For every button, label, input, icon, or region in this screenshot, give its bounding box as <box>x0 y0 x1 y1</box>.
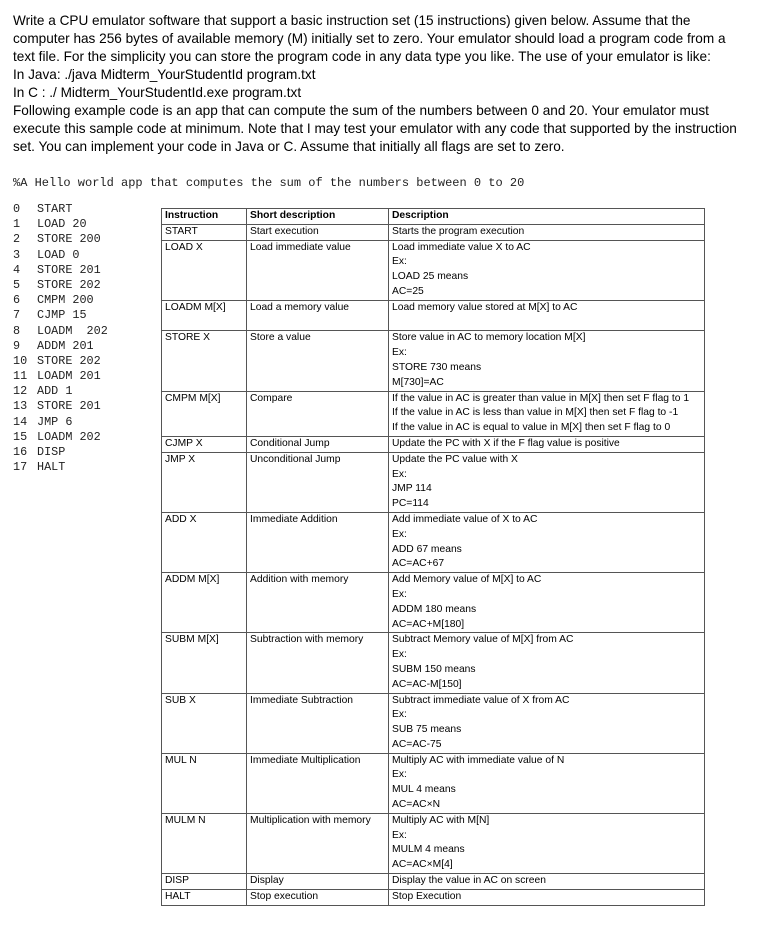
description-line: STORE 730 means <box>392 361 482 373</box>
description-line: Load immediate value X to AC <box>392 241 531 253</box>
code-line <box>13 232 108 247</box>
short-description-text: Load a memory value <box>250 301 350 313</box>
instruction-text: STORE 200 <box>37 232 101 247</box>
description-line: Load memory value stored at M[X] to AC <box>392 301 578 313</box>
description-line: M[730]=AC <box>392 376 444 388</box>
table-row <box>162 391 705 436</box>
line-number: 3 <box>13 247 21 262</box>
description-cell <box>389 874 705 890</box>
line-number: 15 <box>13 429 28 444</box>
code-line <box>13 460 108 475</box>
header-description: Description <box>389 209 705 225</box>
description-line: Ex: <box>392 769 407 781</box>
description-line: Add Memory value of M[X] to AC <box>392 574 542 586</box>
short-description-text: Immediate Subtraction <box>250 694 354 706</box>
short-description-text: Addition with memory <box>250 574 349 586</box>
code-line <box>13 324 108 339</box>
instruction-cell: SUB X <box>162 693 247 753</box>
description-cell <box>389 224 705 240</box>
table-row <box>162 693 705 753</box>
short-description-text: Compare <box>250 392 293 404</box>
description-line: AC=AC-M[150] <box>392 678 462 690</box>
code-line <box>13 217 108 232</box>
description-cell <box>389 391 705 436</box>
description-line: If the value in AC is equal to value in M[X] then set F flag to 0 <box>392 422 671 434</box>
description-line: Ex: <box>392 588 407 600</box>
description-cell <box>389 753 705 813</box>
line-number: 6 <box>13 293 21 308</box>
instruction-cell: LOADM M[X] <box>162 300 247 331</box>
description-line: Ex: <box>392 528 407 540</box>
table-row <box>162 240 705 300</box>
table-row <box>162 573 705 633</box>
example-paragraph: Following example code is an app that can compute the sum of the numbers between 0 and 20. Your emulator must execute this sample code at minimum. Note that I may test your emulator with any code that supported by the instruction set. You can implement your code in Java or C. Assume that initially all flags are set to zero. <box>13 103 737 154</box>
line-number: 4 <box>13 262 21 277</box>
c-usage: In C : ./ Midterm_YourStudentId.exe program.txt <box>13 85 302 100</box>
code-line <box>13 293 108 308</box>
instruction-cell: CJMP X <box>162 436 247 452</box>
description-line: PC=114 <box>392 498 429 510</box>
short-description-cell <box>247 452 389 512</box>
description-cell <box>389 240 705 300</box>
instruction-text: CJMP 15 <box>37 308 87 323</box>
code-line <box>13 248 108 263</box>
description-line: AC=AC+67 <box>392 558 445 570</box>
instruction-cell: START <box>162 224 247 240</box>
short-description-cell <box>247 300 389 331</box>
short-description-text: Conditional Jump <box>250 437 330 449</box>
table-row <box>162 512 705 572</box>
instruction-text: JMP 6 <box>37 414 73 429</box>
instruction-text: START <box>37 202 73 216</box>
description-line: Update the PC with X if the F flag value is positive <box>392 437 620 449</box>
short-description-cell <box>247 436 389 452</box>
code-line <box>13 339 108 354</box>
program-listing <box>13 202 108 475</box>
instruction-cell: SUBM M[X] <box>162 633 247 693</box>
description-line: Ex: <box>392 347 407 359</box>
code-line <box>13 384 108 399</box>
code-line <box>13 263 108 278</box>
description-line: AC=AC-75 <box>392 738 442 750</box>
instruction-text: ADDM 201 <box>37 338 94 353</box>
instruction-text: STORE 201 <box>37 399 101 414</box>
line-number: 13 <box>13 399 28 414</box>
table-row <box>162 331 705 391</box>
instruction-cell: ADD X <box>162 512 247 572</box>
description-line: If the value in AC is less than value in M[X] then set F flag to -1 <box>392 407 679 419</box>
short-description-cell <box>247 889 389 905</box>
description-line: ADD 67 means <box>392 543 462 555</box>
description-line: If the value in AC is greater than value in M[X] then set F flag to 1 <box>392 392 690 404</box>
short-description-text: Unconditional Jump <box>250 453 341 465</box>
short-description-cell <box>247 753 389 813</box>
assignment-text <box>13 12 748 156</box>
short-description-text: Multiplication with memory <box>250 814 371 826</box>
description-cell <box>389 813 705 873</box>
line-number: 9 <box>13 338 21 353</box>
line-number: 12 <box>13 384 28 399</box>
instruction-cell: STORE X <box>162 331 247 391</box>
description-cell <box>389 573 705 633</box>
instruction-text: LOADM 202 <box>37 323 108 338</box>
code-line <box>13 430 108 445</box>
line-number: 14 <box>13 414 28 429</box>
instruction-text: LOADM 202 <box>37 429 101 444</box>
description-cell <box>389 436 705 452</box>
description-cell <box>389 452 705 512</box>
description-line: AC=AC×M[4] <box>392 859 453 871</box>
short-description-text: Start execution <box>250 225 319 237</box>
description-line: Ex: <box>392 649 407 661</box>
short-description-text: Store a value <box>250 332 311 344</box>
description-line: Display the value in AC on screen <box>392 875 546 887</box>
short-description-cell <box>247 391 389 436</box>
description-line: AC=25 <box>392 285 424 297</box>
instruction-text: ADD 1 <box>37 384 73 399</box>
short-description-text: Immediate Multiplication <box>250 754 361 766</box>
description-line: Starts the program execution <box>392 225 525 237</box>
code-line <box>13 369 108 384</box>
line-number: 2 <box>13 232 21 247</box>
code-line <box>13 202 108 217</box>
line-number: 16 <box>13 445 28 459</box>
description-line: Stop Execution <box>392 890 462 902</box>
table-row <box>162 813 705 873</box>
description-cell <box>389 693 705 753</box>
short-description-cell <box>247 331 389 391</box>
instruction-cell: HALT <box>162 889 247 905</box>
instruction-cell: MULM N <box>162 813 247 873</box>
description-line: ADDM 180 means <box>392 603 477 615</box>
description-cell <box>389 889 705 905</box>
line-number: 0 <box>13 202 21 216</box>
table-row <box>162 633 705 693</box>
code-line <box>13 308 108 323</box>
instruction-text: LOAD 0 <box>37 247 80 262</box>
description-line: MULM 4 means <box>392 844 465 856</box>
short-description-text: Stop execution <box>250 890 319 902</box>
short-description-text: Load immediate value <box>250 241 351 253</box>
description-line: Multiply AC with immediate value of N <box>392 754 565 766</box>
line-number: 10 <box>13 353 28 368</box>
instruction-cell: JMP X <box>162 452 247 512</box>
short-description-cell <box>247 633 389 693</box>
short-description-cell <box>247 240 389 300</box>
short-description-cell <box>247 512 389 572</box>
instruction-cell: DISP <box>162 874 247 890</box>
table-row <box>162 753 705 813</box>
line-number: 17 <box>13 460 28 475</box>
description-line: Multiply AC with M[N] <box>392 814 490 826</box>
intro-paragraph: Write a CPU emulator software that support a basic instruction set (15 instructions) given below. Assume that the computer has 256 bytes of available memory (M) initially set to zero. Your emulator should load a program code from a text file. For the simplicity you can store the program code in any data type you like. The use of your emulator is like: <box>13 13 726 64</box>
instruction-text: HALT <box>37 460 66 475</box>
instruction-text: STORE 201 <box>37 262 101 277</box>
description-line: Add immediate value of X to AC <box>392 513 538 525</box>
table-row <box>162 224 705 240</box>
instruction-text: STORE 202 <box>37 277 101 292</box>
table-row <box>162 889 705 905</box>
description-line: Ex: <box>392 829 407 841</box>
description-line <box>392 316 702 331</box>
description-cell <box>389 633 705 693</box>
short-description-cell <box>247 693 389 753</box>
description-line: SUBM 150 means <box>392 663 476 675</box>
instruction-cell: LOAD X <box>162 240 247 300</box>
code-line <box>13 278 108 293</box>
description-line: Subtract immediate value of X from AC <box>392 694 570 706</box>
short-description-text: Subtraction with memory <box>250 634 364 646</box>
instruction-cell: MUL N <box>162 753 247 813</box>
code-line <box>13 354 108 369</box>
short-description-cell <box>247 224 389 240</box>
description-cell <box>389 331 705 391</box>
header-instruction: Instruction <box>162 209 247 225</box>
code-line <box>13 399 108 414</box>
instruction-cell: ADDM M[X] <box>162 573 247 633</box>
line-number: 1 <box>13 217 21 232</box>
description-line: MUL 4 means <box>392 784 456 796</box>
instruction-text: CMPM 200 <box>37 293 94 308</box>
instruction-text: STORE 202 <box>37 353 101 368</box>
line-number: 11 <box>13 369 28 384</box>
instruction-text: DISP <box>37 445 66 459</box>
description-line: Store value in AC to memory location M[X] <box>392 332 586 344</box>
table-header-row <box>162 209 705 225</box>
description-line: SUB 75 means <box>392 724 462 736</box>
table-row <box>162 300 705 331</box>
line-number: 7 <box>13 308 21 323</box>
description-line: AC=AC×N <box>392 799 441 811</box>
java-usage: In Java: ./java Midterm_YourStudentId program.txt <box>13 67 316 82</box>
instruction-text: LOADM 201 <box>37 369 101 384</box>
description-line: Ex: <box>392 468 407 480</box>
short-description-text: Display <box>250 875 284 887</box>
line-number: 8 <box>13 323 21 338</box>
description-line: Subtract Memory value of M[X] from AC <box>392 634 574 646</box>
description-line: JMP 114 <box>392 483 432 495</box>
code-comment: %A Hello world app that computes the sum of the numbers between 0 to 20 <box>13 176 525 190</box>
table-row <box>162 452 705 512</box>
header-short-description: Short description <box>247 209 389 225</box>
short-description-cell <box>247 813 389 873</box>
code-line <box>13 415 108 430</box>
description-cell <box>389 512 705 572</box>
description-cell <box>389 300 705 331</box>
instruction-cell: CMPM M[X] <box>162 391 247 436</box>
description-line: Ex: <box>392 256 407 268</box>
short-description-text: Immediate Addition <box>250 513 338 525</box>
description-line: LOAD 25 means <box>392 271 469 283</box>
short-description-cell <box>247 573 389 633</box>
table-row <box>162 436 705 452</box>
line-number: 5 <box>13 277 21 292</box>
description-line: Ex: <box>392 709 407 721</box>
code-line <box>13 445 108 460</box>
table-row <box>162 874 705 890</box>
instruction-text: LOAD 20 <box>37 217 87 232</box>
instruction-table <box>161 208 705 906</box>
description-line: AC=AC+M[180] <box>392 618 465 630</box>
description-line: Update the PC value with X <box>392 453 518 465</box>
short-description-cell <box>247 874 389 890</box>
